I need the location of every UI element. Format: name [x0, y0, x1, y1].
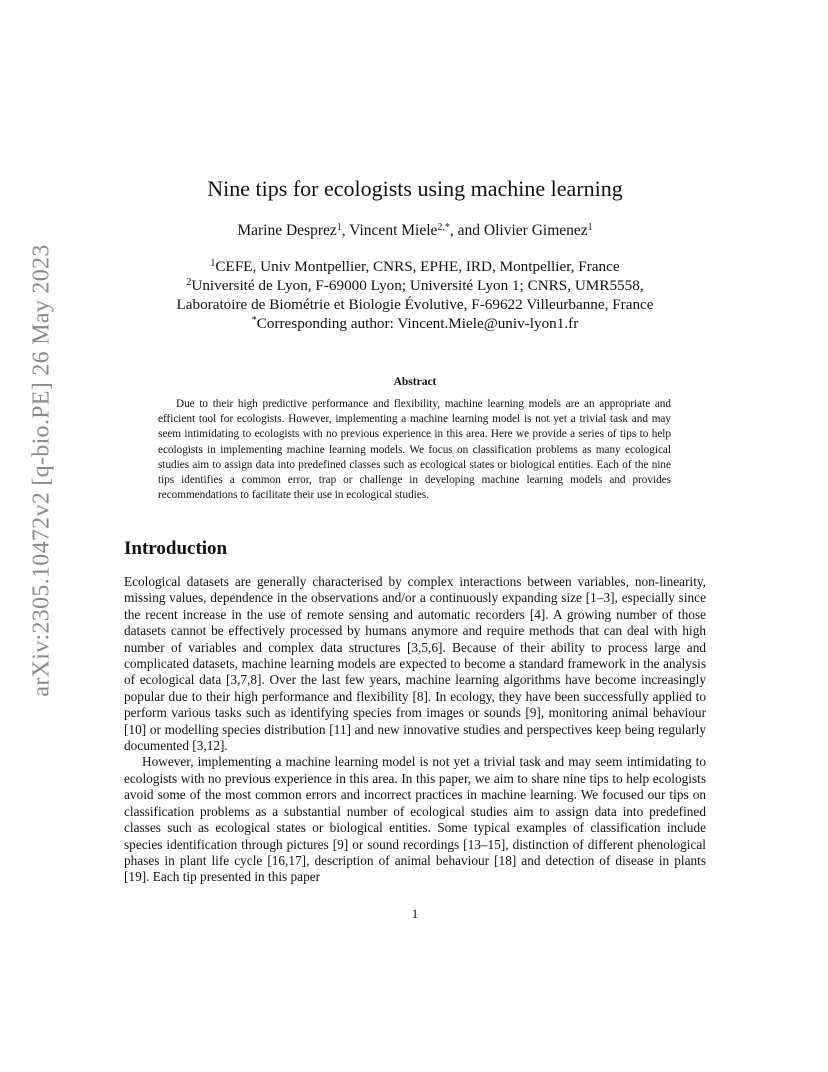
affiliation-list [124, 257, 706, 333]
arxiv-identifier [22, 243, 62, 697]
author-name: Vincent Miele [349, 222, 438, 239]
paper-title: Nine tips for ecologists using machine learning [207, 176, 623, 201]
arxiv-identifier-text: arXiv:2305.10472v2 [q-bio.PE] 26 May 2023 [28, 243, 55, 697]
affiliation-text: CEFE, Univ Montpellier, CNRS, EPHE, IRD, Montpellier, France [215, 258, 620, 275]
author-affiliation-mark: 2,* [437, 222, 450, 233]
introduction-body [124, 574, 706, 886]
affiliation-line [124, 276, 706, 295]
affiliation-mark: 2 [186, 277, 192, 288]
affiliation-mark: 1 [210, 258, 216, 269]
body-paragraph: However, implementing a machine learning model is not yet a trivial task and may seem intimidating to ecologists with no previous experience in this area. In this paper, we aim to share nine tips to help ecologists avoid some of the most common errors and incorrect practices in machine learning. We focused our tips on classification problems as a substantial number of ecological studies aim to assign data into predefined classes such as ecological states or biological entities. Some typical examples of classification include species identification through pictures [9] or sound recordings [13–15], distinction of different phenological phases in plant life cycle [16,17], description of animal behaviour [18] and detection of disease in plants [19]. Each tip presented in this paper [124, 754, 706, 885]
author-list [124, 222, 706, 240]
abstract-paragraph: Due to their high predictive performance and flexibility, machine learning models are an appropriate and efficient tool for ecologists. However, implementing a machine learning model is not yet a trivial task and may seem intimidating to ecologists with no previous experience in this area. Here we provide a series of tips to help ecologists in implementing machine learning models. We focus on classification problems as many ecological studies aim to assign data into predefined classes such as ecological states or biological entities. Each of the nine tips identifies a common error, trap or challenge in developing machine learning models and provides recommendations to facilitate their use in ecological studies. [158, 398, 671, 502]
corresponding-author-line [124, 314, 706, 333]
author-name: Olivier Gimenez [483, 222, 588, 239]
affiliation-mark: * [251, 315, 257, 326]
affiliation-line [124, 257, 706, 276]
page-number: 1 [411, 906, 419, 921]
abstract-heading: Abstract [393, 376, 437, 388]
affiliation-line [124, 295, 706, 314]
author-separator: , and [449, 222, 484, 239]
section-heading-introduction: Introduction [124, 538, 228, 559]
affiliation-text: Laboratoire de Biométrie et Biologie Évolutive, F-69622 Villeurbanne, France [176, 296, 654, 313]
corresponding-author-text: Corresponding author: Vincent.Miele@univ-lyon1.fr [256, 315, 579, 332]
author-affiliation-mark: 1 [587, 222, 593, 233]
author-separator: , [341, 222, 350, 239]
abstract-body [158, 397, 671, 503]
body-paragraph: Ecological datasets are generally characterised by complex interactions between variables, non-linearity, missing values, dependence in the observations and/or a continuously expanding size [1–3], especially since the recent increase in the use of remote sensing and automatic recorders [4]. A growing number of those datasets cannot be effectively processed by humans anymore and require methods that can deal with high number of variables and complex data structures [3,5,6]. Because of their ability to process large and complicated datasets, machine learning models are expected to become a standard framework in the analysis of ecological data [3,7,8]. Over the last few years, machine learning algorithms have become increasingly popular due to their high performance and flexibility [8]. In ecology, they have been successfully applied to perform various tasks such as identifying species from images or sounds [9], monitoring animal behaviour [10] or modelling species distribution [11] and new innovative studies and perspectives keep being regularly documented [3,12]. [124, 574, 706, 754]
affiliation-text: Université de Lyon, F-69000 Lyon; Université Lyon 1; CNRS, UMR5558, [191, 277, 644, 294]
author-affiliation-mark: 1 [336, 222, 342, 233]
author-name: Marine Desprez [237, 222, 337, 239]
